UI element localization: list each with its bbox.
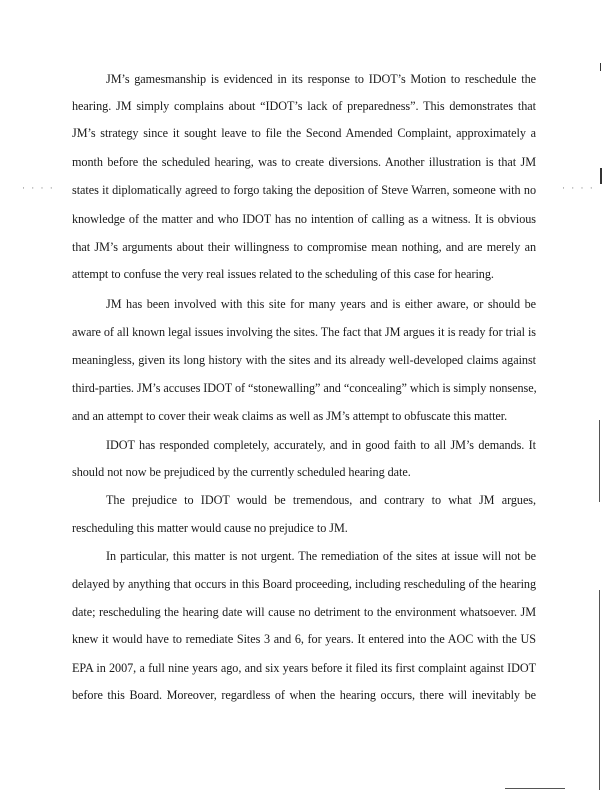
text-line: third-parties. JM’s accuses IDOT of “stonewalling” and “concealing” which is simply nonsense, [72, 381, 537, 395]
text-line: that JM’s arguments about their willingness to compromise mean nothing, and are merely an [72, 240, 536, 254]
text-line: meaningless, given its long history with the sites and its already well-developed claims against [72, 353, 536, 367]
text-line: In particular, this matter is not urgent. The remediation of the sites at issue will not be [106, 549, 536, 563]
text-line: delayed by anything that occurs in this Board proceeding, including rescheduling of the hearing [72, 577, 536, 591]
text-line: attempt to confuse the very real issues related to the scheduling of this case for hearing. [72, 267, 494, 281]
text-line: rescheduling this matter would cause no prejudice to JM. [72, 521, 348, 535]
text-line: JM’s strategy since it sought leave to file the Second Amended Complaint, approximately a [72, 126, 536, 140]
text-line: hearing. JM simply complains about “IDOT’s lack of preparedness”. This demonstrates that [72, 99, 536, 113]
scan-artifact-dots-left: · · · · [22, 183, 55, 193]
scan-artifact-mark [600, 63, 601, 71]
text-line: before this Board. Moreover, regardless of when the hearing occurs, there will inevitably be [72, 688, 536, 702]
scan-artifact-bottom-rule [505, 788, 565, 789]
text-line: knew it would have to remediate Sites 3 and 6, for years. It entered into the AOC with the US [72, 632, 536, 646]
text-line: JM has been involved with this site for many years and is either aware, or should be [106, 297, 536, 311]
text-line: should not now be prejudiced by the currently scheduled hearing date. [72, 465, 411, 479]
text-line: The prejudice to IDOT would be tremendous, and contrary to what JM argues, [106, 493, 536, 507]
scan-artifact-margin-line [599, 420, 600, 502]
scan-artifact-mark [600, 168, 602, 184]
text-line: aware of all known legal issues involving the sites. The fact that JM argues it is ready for trial is [72, 325, 536, 339]
text-line: EPA in 2007, a full nine years ago, and six years before it filed its first complaint against IDOT [72, 661, 536, 675]
text-line: JM’s gamesmanship is evidenced in its response to IDOT’s Motion to reschedule the [106, 72, 536, 86]
text-line: states it diplomatically agreed to forgo taking the deposition of Steve Warren, someone with no [72, 183, 536, 197]
scan-artifact-dots-right: · · · · [562, 183, 595, 193]
scan-artifact-margin-line [599, 590, 600, 790]
text-line: knowledge of the matter and who IDOT has no intention of calling as a witness. It is obvious [72, 212, 536, 226]
text-line: date; rescheduling the hearing date will cause no detriment to the environment whatsoever. JM [72, 605, 536, 619]
text-line: and an attempt to cover their weak claims as well as JM’s attempt to obfuscate this matter. [72, 409, 508, 423]
text-line: IDOT has responded completely, accurately, and in good faith to all JM’s demands. It [106, 438, 536, 452]
text-line: month before the scheduled hearing, was to create diversions. Another illustration is that JM [72, 155, 536, 169]
